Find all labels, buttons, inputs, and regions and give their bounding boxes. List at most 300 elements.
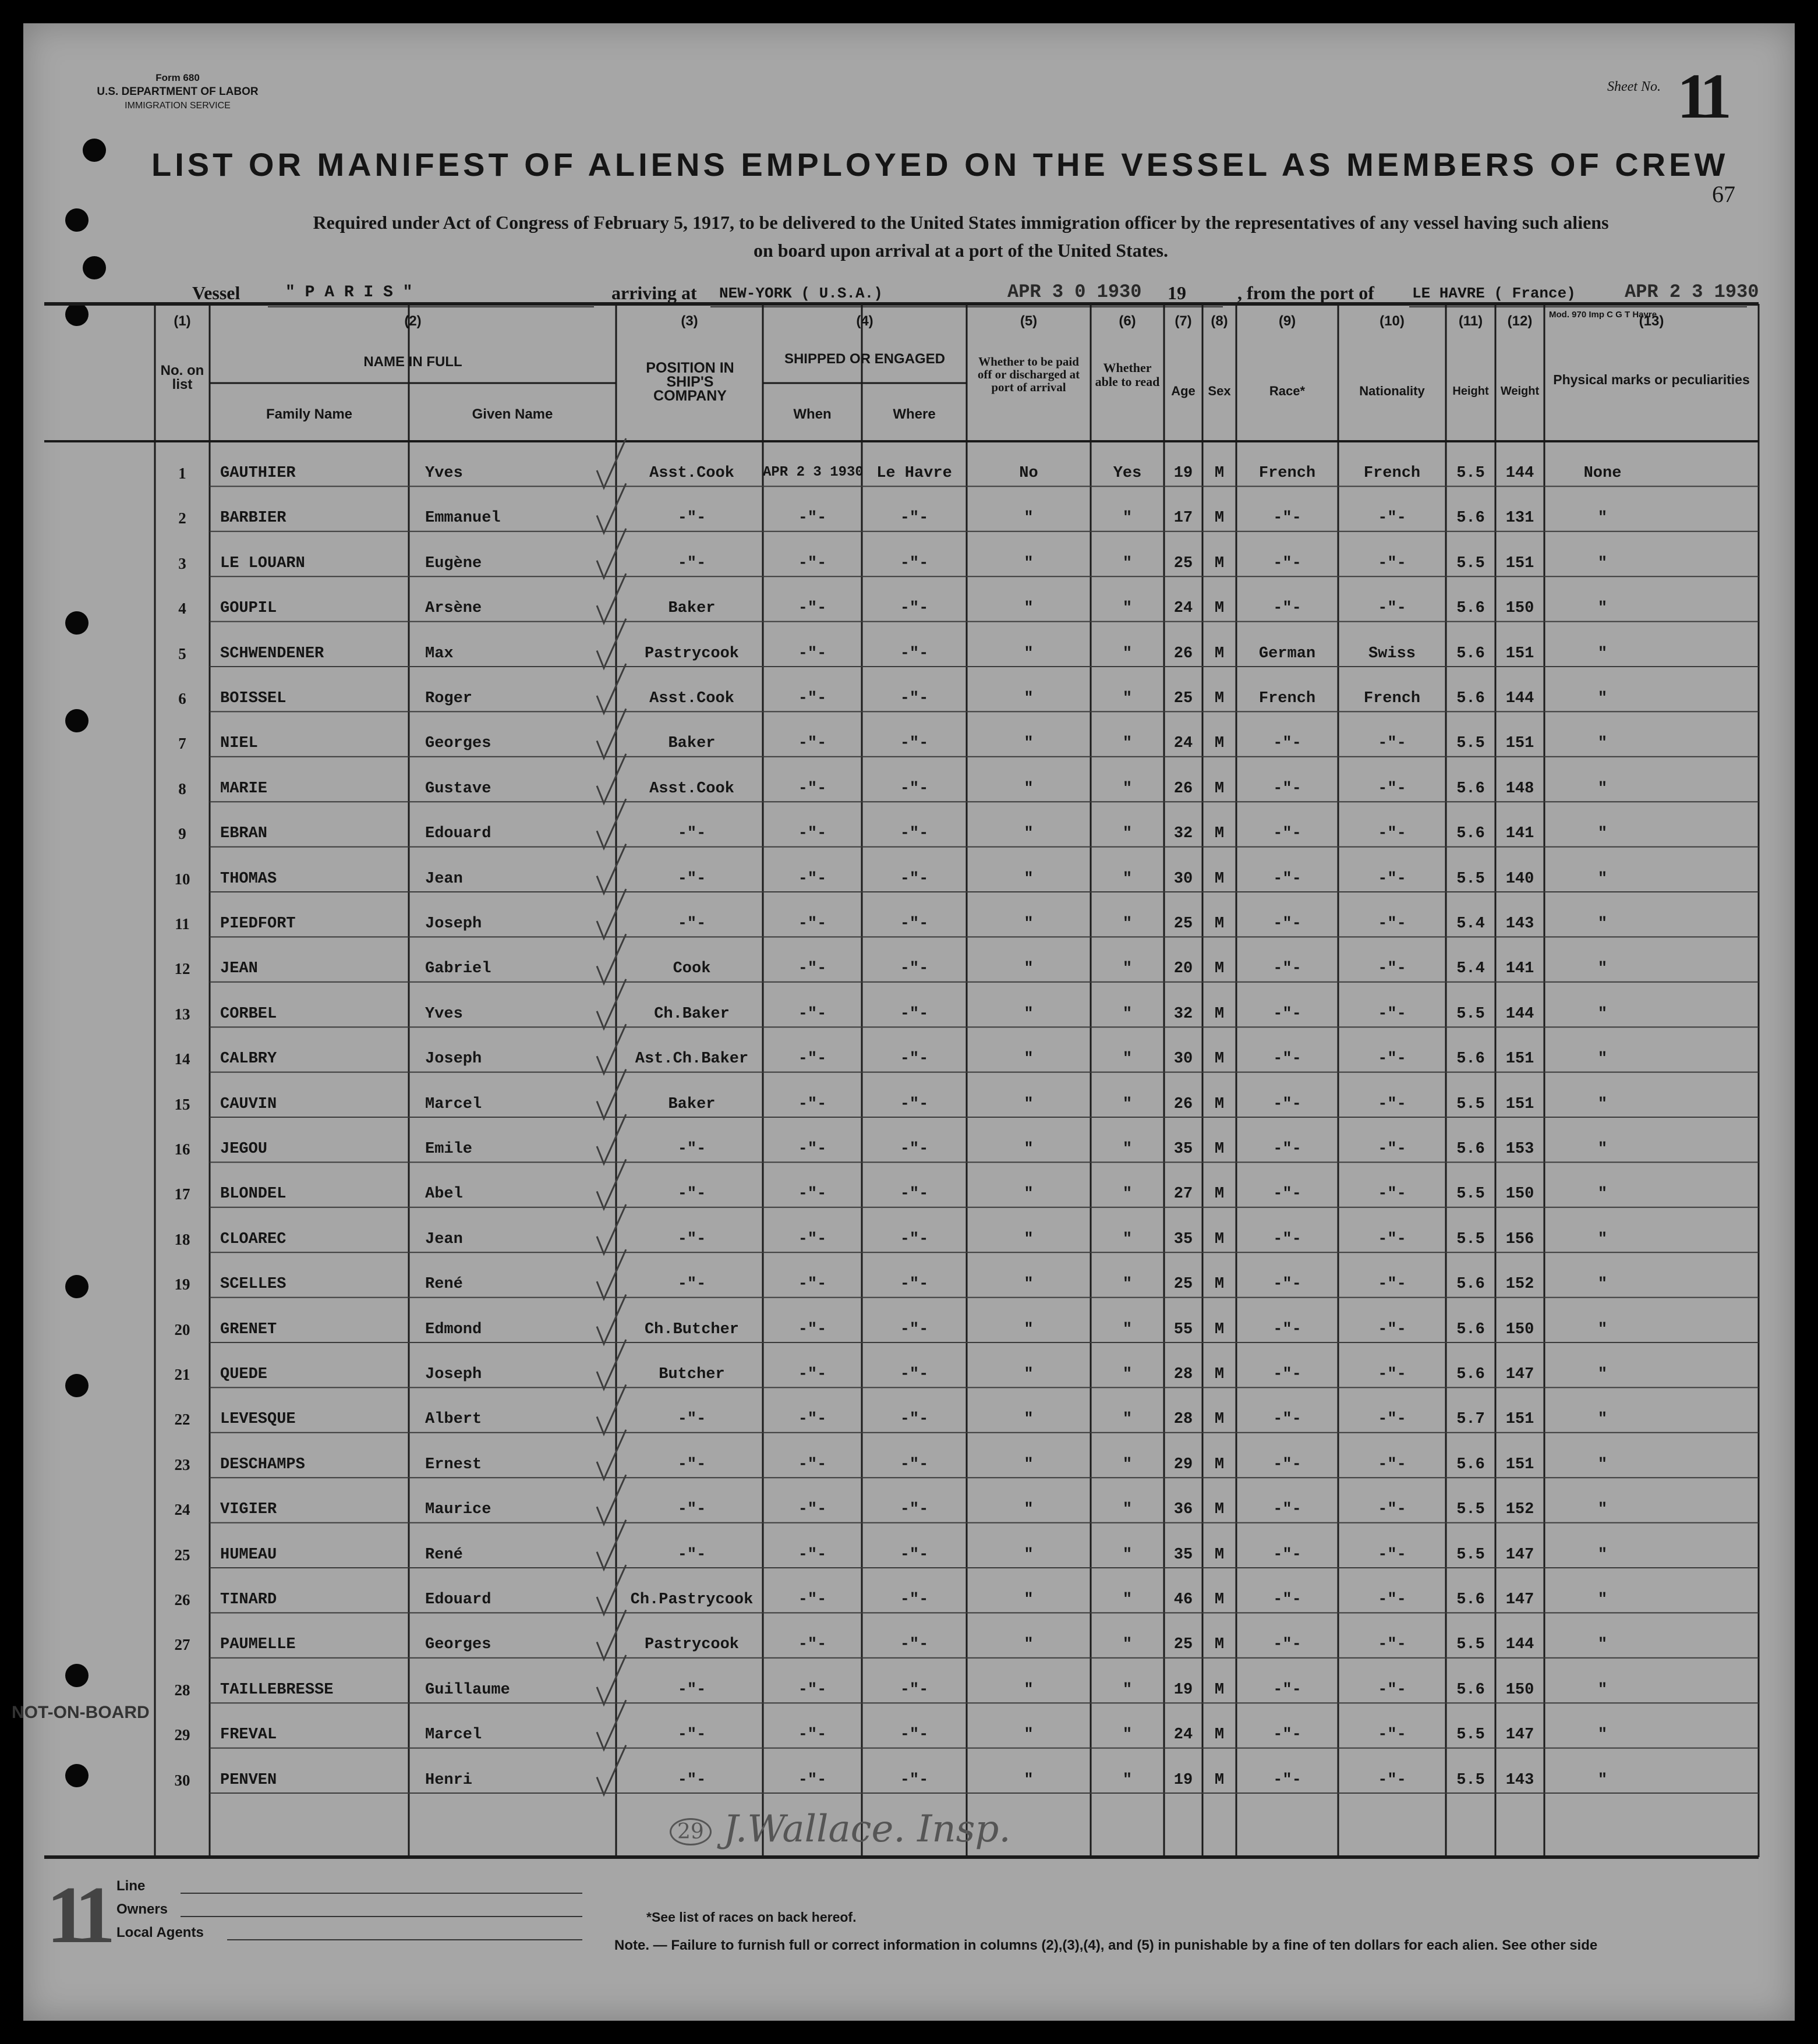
inspector-count: 29	[670, 1818, 712, 1845]
cell-position: Ch.Pastrycook	[630, 1591, 754, 1609]
cell-paid: "	[1024, 1411, 1034, 1429]
page-number: 67	[1712, 181, 1735, 207]
cell-sex: M	[1214, 465, 1225, 482]
cell-no: 25	[174, 1546, 190, 1564]
col-header-height: Height	[1452, 385, 1489, 398]
cell-paid: "	[1024, 1366, 1034, 1383]
cell-where: -"-	[900, 960, 929, 978]
cell-sex: M	[1214, 1636, 1225, 1654]
cell-no: 2	[178, 509, 186, 527]
cell-age: 36	[1173, 1501, 1193, 1519]
cell-nationality: -"-	[1378, 1591, 1406, 1609]
cell-family: JEGOU	[220, 1140, 268, 1158]
cell-no: 1	[178, 465, 186, 482]
not-on-board-stamp: NOT-ON-BOARD	[12, 1703, 150, 1722]
cell-age: 32	[1173, 1005, 1193, 1023]
col-number: (8)	[1211, 313, 1228, 329]
cell-height: 5.5	[1456, 1230, 1485, 1248]
cell-when: -"-	[798, 825, 827, 843]
service: IMMIGRATION SERVICE	[125, 101, 231, 111]
col-number: (9)	[1278, 313, 1296, 329]
col-header-race: Race*	[1269, 384, 1306, 398]
cell-position: Baker	[668, 735, 716, 753]
cell-race: -"-	[1273, 1140, 1301, 1158]
cell-height: 5.5	[1456, 1005, 1485, 1023]
cell-where: Le Havre	[876, 465, 952, 482]
cell-paid: "	[1024, 509, 1034, 527]
cell-age: 24	[1173, 600, 1193, 618]
cell-when: -"-	[798, 960, 827, 978]
col-header-nationality: Nationality	[1359, 384, 1425, 398]
cell-position: -"-	[677, 1185, 706, 1203]
cell-race: -"-	[1273, 1455, 1301, 1473]
cell-position: -"-	[677, 1276, 706, 1294]
cell-position: Asst.Cook	[649, 780, 734, 798]
cell-race: -"-	[1273, 1005, 1301, 1023]
cell-race: -"-	[1273, 600, 1301, 618]
cell-sex: M	[1214, 825, 1225, 843]
cell-nationality: -"-	[1378, 1320, 1406, 1338]
cell-height: 5.6	[1456, 1366, 1485, 1383]
cell-sex: M	[1214, 1501, 1225, 1519]
cell-position: -"-	[677, 1501, 706, 1519]
cell-no: 21	[174, 1366, 190, 1383]
cell-height: 5.6	[1456, 509, 1485, 527]
cell-race: -"-	[1273, 1411, 1301, 1429]
cell-position: -"-	[677, 1411, 706, 1429]
cell-given: Roger	[425, 690, 473, 707]
col-header-age: Age	[1171, 384, 1196, 398]
cell-read: "	[1122, 1005, 1133, 1023]
cell-read: "	[1122, 1050, 1133, 1068]
cell-family: PIEDFORT	[220, 915, 296, 933]
cell-when: -"-	[798, 1411, 827, 1429]
cell-position: -"-	[677, 825, 706, 843]
cell-position: -"-	[677, 1230, 706, 1248]
cell-weight: 144	[1505, 1636, 1534, 1654]
cell-read: "	[1122, 1726, 1133, 1744]
cell-marks: "	[1597, 690, 1608, 707]
cell-read: "	[1122, 1636, 1133, 1654]
cell-height: 5.6	[1456, 1140, 1485, 1158]
cell-read: "	[1122, 1366, 1133, 1383]
cell-read: "	[1122, 780, 1133, 798]
cell-position: -"-	[677, 509, 706, 527]
cell-sex: M	[1214, 1366, 1225, 1383]
cell-given: Max	[425, 644, 454, 663]
footer-labels	[116, 1875, 594, 1944]
cell-given: Yves	[425, 465, 463, 482]
cell-nationality: -"-	[1378, 1276, 1406, 1294]
cell-position: -"-	[677, 1546, 706, 1564]
cell-family: BOISSEL	[220, 690, 287, 707]
cell-marks: "	[1597, 915, 1608, 933]
cell-no: 14	[174, 1050, 190, 1068]
cell-sex: M	[1214, 870, 1225, 888]
cell-nationality: -"-	[1378, 1005, 1406, 1023]
cell-where: -"-	[900, 1185, 929, 1203]
cell-where: -"-	[900, 1230, 929, 1248]
col-header-marks: Physical marks or peculiarities	[1553, 372, 1750, 387]
cell-nationality: -"-	[1378, 1636, 1406, 1654]
cell-height: 5.6	[1456, 644, 1485, 663]
cell-height: 5.5	[1456, 554, 1485, 572]
cell-where: -"-	[900, 825, 929, 843]
cell-race: -"-	[1273, 825, 1301, 843]
cell-position: -"-	[677, 1726, 706, 1744]
cell-when: -"-	[798, 1591, 827, 1609]
cell-weight: 156	[1505, 1230, 1534, 1248]
cell-age: 35	[1173, 1140, 1193, 1158]
cell-read: "	[1122, 1501, 1133, 1519]
cell-marks: "	[1597, 870, 1608, 888]
cell-height: 5.6	[1456, 1455, 1485, 1473]
cell-marks: "	[1597, 644, 1608, 663]
cell-given: Edmond	[425, 1320, 482, 1338]
cell-position: -"-	[677, 1771, 706, 1789]
cell-height: 5.4	[1456, 960, 1485, 978]
cell-nationality: -"-	[1378, 1501, 1406, 1519]
cell-read: "	[1122, 735, 1133, 753]
cell-race: -"-	[1273, 915, 1301, 933]
cell-height: 5.5	[1456, 465, 1485, 482]
cell-read: "	[1122, 1455, 1133, 1473]
cell-age: 25	[1173, 1636, 1193, 1654]
cell-nationality: -"-	[1378, 1455, 1406, 1473]
cell-paid: No	[1019, 465, 1038, 482]
cell-given: Joseph	[425, 915, 482, 933]
cell-no: 19	[174, 1276, 190, 1294]
cell-family: SCHWENDENER	[220, 644, 324, 663]
cell-given: Guillaume	[425, 1681, 510, 1699]
cell-family: SCELLES	[220, 1276, 287, 1294]
cell-family: CAUVIN	[220, 1095, 277, 1113]
cell-marks: "	[1597, 1230, 1608, 1248]
cell-age: 55	[1173, 1320, 1193, 1338]
cell-given: Abel	[425, 1185, 463, 1203]
cell-sex: M	[1214, 1591, 1225, 1609]
cell-when: -"-	[798, 1726, 827, 1744]
cell-position: Baker	[668, 600, 716, 618]
cell-position: Butcher	[659, 1366, 725, 1383]
from-port-label: , from the port of	[1237, 282, 1374, 303]
cell-no: 17	[174, 1185, 190, 1203]
cell-weight: 141	[1505, 960, 1534, 978]
cell-where: -"-	[900, 1455, 929, 1473]
cell-given: Emile	[425, 1140, 473, 1158]
cell-nationality: -"-	[1378, 1681, 1406, 1699]
cell-paid: "	[1024, 1546, 1034, 1564]
cell-weight: 147	[1505, 1591, 1534, 1609]
cell-marks: "	[1597, 1366, 1608, 1383]
cell-no: 10	[174, 870, 190, 888]
cell-age: 25	[1173, 554, 1193, 572]
cell-marks: "	[1597, 1455, 1608, 1473]
cell-age: 35	[1173, 1230, 1193, 1248]
cell-marks: "	[1597, 1726, 1608, 1744]
cell-paid: "	[1024, 1591, 1034, 1609]
cell-where: -"-	[900, 1050, 929, 1068]
cell-when: -"-	[798, 1276, 827, 1294]
cell-where: -"-	[900, 1320, 929, 1338]
cell-family: FREVAL	[220, 1726, 277, 1744]
cell-race: -"-	[1273, 780, 1301, 798]
cell-weight: 148	[1505, 780, 1534, 798]
cell-no: 3	[178, 554, 186, 572]
col-header-family: Family Name	[266, 406, 353, 422]
cell-marks: "	[1597, 1140, 1608, 1158]
cell-when: -"-	[798, 1681, 827, 1699]
cell-paid: "	[1024, 554, 1034, 572]
cell-when: -"-	[798, 1140, 827, 1158]
col-header-when: When	[793, 406, 832, 422]
cell-no: 6	[178, 690, 186, 707]
cell-race: -"-	[1273, 870, 1301, 888]
cell-when: -"-	[798, 1546, 827, 1564]
cell-sex: M	[1214, 600, 1225, 618]
cell-given: Maurice	[425, 1501, 491, 1519]
sheet-number: 11	[1677, 61, 1726, 132]
cell-race: -"-	[1273, 1276, 1301, 1294]
cell-nationality: Swiss	[1368, 644, 1416, 663]
col-number: (4)	[856, 313, 873, 329]
cell-position: Pastrycook	[644, 1636, 740, 1654]
cell-family: HUMEAU	[220, 1546, 277, 1564]
departure-port: LE HAVRE ( France)	[1412, 285, 1576, 302]
cell-when: -"-	[798, 915, 827, 933]
cell-height: 5.6	[1456, 1276, 1485, 1294]
cell-age: 30	[1173, 870, 1193, 888]
cell-sex: M	[1214, 1320, 1225, 1338]
cell-race: -"-	[1273, 1095, 1301, 1113]
cell-given: Jean	[425, 870, 463, 888]
cell-where: -"-	[900, 509, 929, 527]
cell-when: -"-	[798, 1501, 827, 1519]
cell-sex: M	[1214, 1185, 1225, 1203]
cell-family: LE LOUARN	[220, 554, 305, 572]
cell-position: -"-	[677, 1455, 706, 1473]
cell-race: German	[1258, 644, 1316, 663]
cell-race: -"-	[1273, 1681, 1301, 1699]
cell-weight: 150	[1505, 1185, 1534, 1203]
cell-marks: "	[1597, 600, 1608, 618]
cell-nationality: -"-	[1378, 1411, 1406, 1429]
cell-family: CLOAREC	[220, 1230, 287, 1248]
cell-age: 32	[1173, 825, 1193, 843]
cell-paid: "	[1024, 735, 1034, 753]
cell-when: APR 2 3 1930	[763, 465, 864, 480]
cell-race: -"-	[1273, 735, 1301, 753]
cell-read: "	[1122, 1546, 1133, 1564]
cell-race: -"-	[1273, 1366, 1301, 1383]
cell-paid: "	[1024, 1726, 1034, 1744]
cell-marks: "	[1597, 780, 1608, 798]
cell-age: 29	[1173, 1455, 1193, 1473]
cell-weight: 144	[1505, 1005, 1534, 1023]
cell-age: 28	[1173, 1366, 1193, 1383]
cell-marks: None	[1583, 465, 1622, 482]
cell-sex: M	[1214, 1681, 1225, 1699]
cell-weight: 131	[1505, 509, 1534, 527]
cell-paid: "	[1024, 1005, 1034, 1023]
cell-where: -"-	[900, 1276, 929, 1294]
cell-paid: "	[1024, 1185, 1034, 1203]
cell-race: -"-	[1273, 1591, 1301, 1609]
cell-marks: "	[1597, 1320, 1608, 1338]
cell-sex: M	[1214, 1050, 1225, 1068]
cell-race: -"-	[1273, 1050, 1301, 1068]
cell-age: 24	[1173, 1726, 1193, 1744]
cell-where: -"-	[900, 1005, 929, 1023]
inspector-signature	[670, 1808, 1011, 1851]
cell-height: 5.5	[1456, 1501, 1485, 1519]
cell-sex: M	[1214, 1230, 1225, 1248]
cell-marks: "	[1597, 1591, 1608, 1609]
cell-paid: "	[1024, 1050, 1034, 1068]
cell-family: LEVESQUE	[220, 1411, 296, 1429]
cell-no: 20	[174, 1320, 190, 1338]
cell-sex: M	[1214, 735, 1225, 753]
cell-no: 22	[174, 1411, 190, 1429]
cell-read: "	[1122, 1276, 1133, 1294]
cell-where: -"-	[900, 1501, 929, 1519]
line-label: Line	[116, 1878, 146, 1894]
cell-height: 5.5	[1456, 870, 1485, 888]
cell-family: NIEL	[220, 735, 258, 753]
cell-no: 27	[174, 1636, 190, 1654]
cell-marks: "	[1597, 1411, 1608, 1429]
cell-when: -"-	[798, 1455, 827, 1473]
cell-sex: M	[1214, 509, 1225, 527]
cell-weight: 151	[1505, 554, 1534, 572]
cell-no: 16	[174, 1140, 190, 1158]
col-number: (13)	[1639, 313, 1664, 329]
cell-sex: M	[1214, 690, 1225, 707]
departure-date-stamp: APR 2 3 1930	[1625, 281, 1759, 303]
cell-weight: 151	[1505, 735, 1534, 753]
col-header-weight: Weight	[1500, 385, 1540, 398]
cell-read: "	[1122, 600, 1133, 618]
cell-paid: "	[1024, 1276, 1034, 1294]
cell-paid: "	[1024, 780, 1034, 798]
cell-age: 26	[1173, 1095, 1193, 1113]
cell-race: -"-	[1273, 1501, 1301, 1519]
cell-weight: 150	[1505, 1320, 1534, 1338]
cell-weight: 151	[1505, 1095, 1534, 1113]
cell-where: -"-	[900, 1411, 929, 1429]
col-header-read: Whether able to read	[1095, 360, 1160, 389]
cell-sex: M	[1214, 644, 1225, 663]
cell-height: 5.5	[1456, 1095, 1485, 1113]
cell-nationality: -"-	[1378, 1726, 1406, 1744]
arrival-port: NEW-YORK ( U.S.A.)	[719, 285, 883, 302]
col-header-sex: Sex	[1208, 384, 1231, 398]
cell-sex: M	[1214, 1411, 1225, 1429]
cell-paid: "	[1024, 1636, 1034, 1654]
col-number: (3)	[681, 313, 698, 329]
cell-position: -"-	[677, 1681, 706, 1699]
cell-weight: 144	[1505, 465, 1534, 482]
col-number: (7)	[1175, 313, 1192, 329]
cell-height: 5.5	[1456, 1771, 1485, 1789]
cell-given: Arsène	[425, 600, 482, 618]
fine-note: Note. — Failure to furnish full or correct information in columns (2),(3),(4), and (5) in punishable by a fine of ten dollars for each alien. See other side	[614, 1937, 1598, 1953]
agents-field	[116, 1921, 594, 1944]
cell-read: "	[1122, 1591, 1133, 1609]
cell-family: JEAN	[220, 960, 258, 978]
cell-position: Cook	[673, 960, 711, 978]
col-header-paid-off: Whether to be paid off or discharged at port of arrival	[977, 355, 1080, 394]
cell-no: 4	[178, 600, 186, 618]
cell-no: 26	[174, 1591, 190, 1609]
cell-nationality: -"-	[1378, 509, 1406, 527]
cell-no: 9	[178, 825, 186, 843]
cell-when: -"-	[798, 1005, 827, 1023]
cell-age: 25	[1173, 1276, 1193, 1294]
cell-family: DESCHAMPS	[220, 1455, 305, 1473]
cell-race: -"-	[1273, 1636, 1301, 1654]
cell-no: 18	[174, 1230, 190, 1248]
cell-paid: "	[1024, 1681, 1034, 1699]
cell-read: "	[1122, 1230, 1133, 1248]
cell-age: 17	[1173, 509, 1193, 527]
cell-race: -"-	[1273, 1771, 1301, 1789]
cell-paid: "	[1024, 1501, 1034, 1519]
cell-read: "	[1122, 1411, 1133, 1429]
cell-where: -"-	[900, 1140, 929, 1158]
cell-age: 24	[1173, 735, 1193, 753]
cell-nationality: -"-	[1378, 780, 1406, 798]
cell-read: "	[1122, 1095, 1133, 1113]
cell-when: -"-	[798, 1320, 827, 1338]
cell-nationality: -"-	[1378, 735, 1406, 753]
cell-sex: M	[1214, 1095, 1225, 1113]
cell-marks: "	[1597, 509, 1608, 527]
cell-weight: 152	[1505, 1276, 1534, 1294]
cell-family: PAUMELLE	[220, 1636, 296, 1654]
col-number: (11)	[1458, 313, 1483, 329]
cell-height: 5.4	[1456, 915, 1485, 933]
cell-family: PENVEN	[220, 1771, 277, 1789]
cell-sex: M	[1214, 554, 1225, 572]
cell-nationality: -"-	[1378, 1050, 1406, 1068]
cell-age: 26	[1173, 780, 1193, 798]
cell-when: -"-	[798, 780, 827, 798]
cell-where: -"-	[900, 1681, 929, 1699]
cell-paid: "	[1024, 870, 1034, 888]
cell-paid: "	[1024, 960, 1034, 978]
cell-height: 5.5	[1456, 1726, 1485, 1744]
cell-where: -"-	[900, 735, 929, 753]
cell-age: 26	[1173, 644, 1193, 663]
cell-weight: 144	[1505, 690, 1534, 707]
cell-weight: 140	[1505, 870, 1534, 888]
cell-age: 25	[1173, 915, 1193, 933]
cell-age: 35	[1173, 1546, 1193, 1564]
cell-position: -"-	[677, 915, 706, 933]
cell-marks: "	[1597, 554, 1608, 572]
cell-race: French	[1258, 690, 1316, 707]
cell-paid: "	[1024, 1095, 1034, 1113]
cell-sex: M	[1214, 1005, 1225, 1023]
cell-position: -"-	[677, 870, 706, 888]
cell-weight: 151	[1505, 644, 1534, 663]
cell-race: -"-	[1273, 1185, 1301, 1203]
cell-race: -"-	[1273, 554, 1301, 572]
cell-no: 15	[174, 1095, 190, 1113]
cell-sex: M	[1214, 1726, 1225, 1744]
cell-given: Gustave	[425, 780, 491, 798]
